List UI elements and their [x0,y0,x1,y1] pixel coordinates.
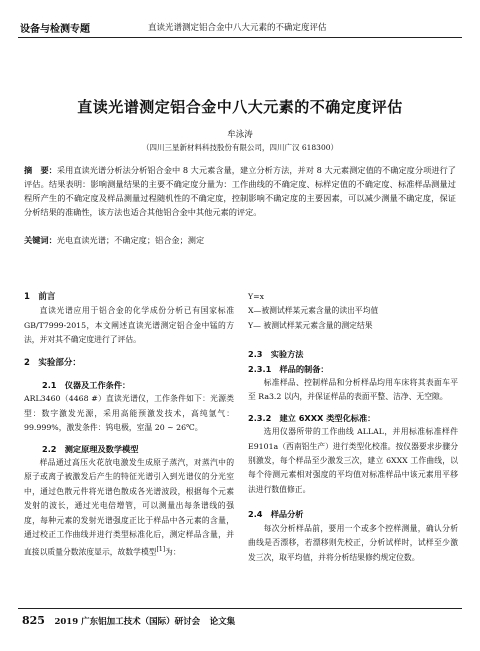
section-2-1-heading: 2.1 仪器及工作条件： [42,380,131,391]
abstract [24,163,456,219]
right-column [248,290,458,565]
section-2-4-paragraph: 每次分析样品前，要用一个或多个控样测量，确认分析曲线是否漂移，若漂移则先校正，分析试样时，试样至少激发三次，取平均值，并将分析结果修约规定位数。 [248,523,458,562]
affiliation: （四川三星新材料科技股份有限公司，四川广汉 618300） [141,143,338,152]
section-1-heading: 1 前言 [24,292,56,302]
keywords-label: 关键词： [24,235,57,245]
article-title: 直读光谱测定铝合金中八大元素的不确定度评估 [77,98,403,116]
footer-conference: 2019 广东铝加工技术（国际）研讨会 [54,617,201,627]
page-number: 825 [22,614,45,627]
section-1-paragraph: 直读光谱应用于铝合金的化学成份分析已有国家标准 GB/T7999-2015，本文阐述直读光谱测定铝合金中锰的方法，并对其不确定度进行了评估。 [24,306,234,345]
section-2-3-2-heading: 2.3.2 建立 6XXX 类型化标准： [248,412,376,423]
author: 牟泳涛 [227,130,253,140]
section-2-2-heading: 2.2 测定原理及数学模型 [42,443,139,454]
header-rule [18,37,462,38]
left-column [24,290,234,560]
section-2-3-1-heading: 2.3.1 样品的制备： [248,363,329,374]
section-2-4-heading: 2.4 样品分析 [248,509,304,520]
formula-var-y: Y— 被测试样某元素含量的测定结果 [248,320,373,330]
keywords [24,235,456,246]
footer [22,614,235,627]
section-2-2-paragraph [24,456,234,559]
section-2-1-paragraph: ARL3460（4468 #）直读光谱仪，工作条件如下：光源类型：数字激发光源，采用高能预激发技术，高纯氩气：99.999%，激发条件：钨电极，室温 20 ~ 26℃。 [24,394,234,433]
formula: Y=x [248,292,265,301]
section-2-3-1-paragraph: 标准样品、控制样品和分析样品均用车床将其表面车平至 Ra3.2 以内，并保证样品的表面平整、洁净、无空隙。 [248,378,458,402]
formula-var-x: X—被测试样某元素含量的读出平均值 [248,306,379,316]
section-2-2-tail: 为： [165,547,181,557]
footer-section: 论文集 [209,617,236,627]
citation-ref: [1] [156,545,166,553]
keywords-text: 光电直读光谱；不确定度；铝合金；测定 [56,235,205,245]
section-2-2-text: 样品通过高压火花放电激发生成原子蒸汽，对蒸汽中的原子或离子被激发后产生的特征光谱引入到光谱仪的分光室中，通过色散元件将光谱色散成各光谱波段，根据每个元素发射的波长，通过光电倍增管，可以测量出每条谱线的强度，每种元素的发射光谱强度正比于样品中各元素的含量，通过校正工作曲线并进行类型标准化后，测定样品含量，并直接以质量分数浓度显示，故数学模型 [24,458,234,557]
journal-section: 设备与检测专题 [20,24,90,35]
abstract-label: 摘 要： [24,165,57,175]
running-title: 直读光谱测定铝合金中八大元素的不确定度评估 [148,23,327,33]
abstract-text: 采用直读光谱分析法分析铝合金中 8 大元素含量，建立分析方法，并对 8 大元素测定值的不确定度分项进行了评估。结果表明：影响测量结果的主要不确定度分量为：工作曲线的不确定度、标样定值的不确定度、标准样品测量过程所产生的不确定度及样品测量过程随机性的不确定度，控制影响不确定度的主要因素，可以减少测量不确定度，保证分析结果的准确性，该方法也适合其他铝合金中其他元素的评定。 [24,165,456,217]
section-2-3-heading: 2.3 实验方法 [248,349,304,360]
footer-rule [18,608,462,609]
section-2-3-2-paragraph: 选用仪器所带的工作曲线 ALLAL，并用标准标准样件 E9101a（西南铝生产）进行类型化校准。按仪器要求步骤分别激发，每个样品至少激发三次，建立 6XXX 工作曲线，以每个待测元素相对强度的平均值对标准样品中该元素用平移法进行数值修正。 [248,427,458,494]
section-2-heading: 2 实验部分： [24,357,81,368]
